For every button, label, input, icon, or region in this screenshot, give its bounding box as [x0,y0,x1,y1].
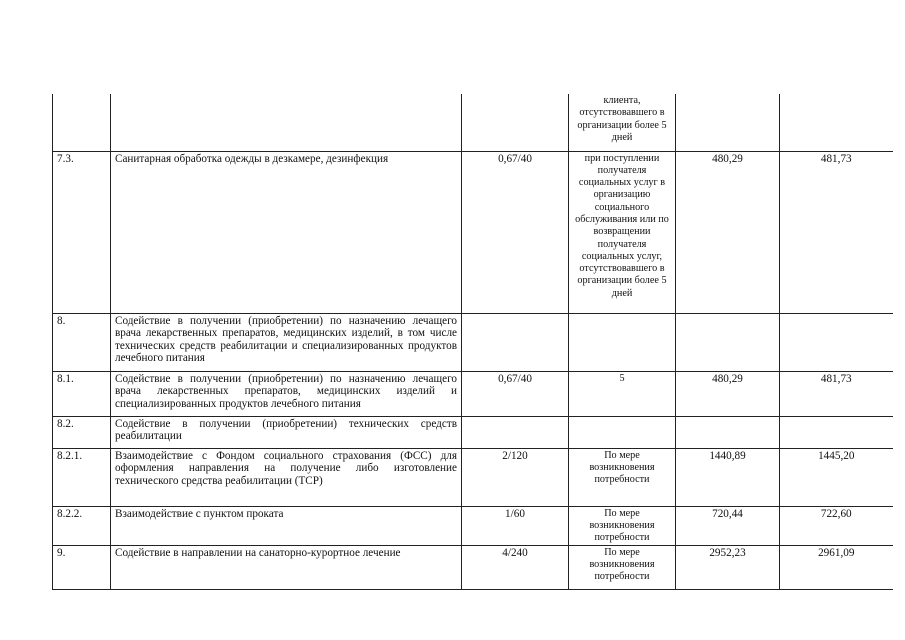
row-number: 7.3. [53,151,111,313]
table-row [53,416,893,448]
time-norm: 2/120 [462,448,569,506]
time-norm: 0,67/40 [462,371,569,416]
table-row [53,94,893,151]
price-current: 1440,89 [676,448,780,506]
row-number: 8.1. [53,371,111,416]
service-name: Взаимодействие с пунктом проката [111,506,462,545]
time-norm [462,94,569,151]
price-current: 480,29 [676,151,780,313]
service-name: Содействие в получении (приобретении) по назначению лечащего врача лекарственных препаратов, медицинских изделий и специализированных продуктов лечебного питания [111,371,462,416]
service-frequency [569,313,676,371]
service-frequency: По мере возникновения потребности [569,448,676,506]
table-row [53,151,893,313]
table-row [53,313,893,371]
service-frequency: По мере возникновения потребности [569,545,676,589]
service-frequency: 5 [569,371,676,416]
price-new [780,416,893,448]
table-row [53,371,893,416]
service-name: Содействие в направлении на санаторно-курортное лечение [111,545,462,589]
price-current: 720,44 [676,506,780,545]
row-number [53,94,111,151]
price-current [676,94,780,151]
services-table [52,94,893,590]
table-row [53,448,893,506]
price-new [780,94,893,151]
service-name: Взаимодействие с Фондом социального страхования (ФСС) для оформления направления на получение либо изготовление технического средства реабилитации (ТСР) [111,448,462,506]
price-current: 2952,23 [676,545,780,589]
service-name: Санитарная обработка одежды в дезкамере, дезинфекция [111,151,462,313]
service-name [111,94,462,151]
row-number: 9. [53,545,111,589]
price-current [676,416,780,448]
time-norm: 0,67/40 [462,151,569,313]
service-name: Содействие в получении (приобретении) по назначению лечащего врача лекарственных препаратов, медицинских изделий, в том числе технических средств реабилитации и специализированных продуктов лечебного питания [111,313,462,371]
price-new: 481,73 [780,371,893,416]
time-norm [462,313,569,371]
row-number: 8.2.2. [53,506,111,545]
service-frequency: По мере возникновения потребности [569,506,676,545]
price-new: 1445,20 [780,448,893,506]
service-name: Содействие в получении (приобретении) технических средств реабилитации [111,416,462,448]
row-number: 8. [53,313,111,371]
table-row [53,506,893,545]
table-row [53,545,893,589]
service-frequency: при поступлении получателя социальных услуг в организацию социального обслуживания или по возвращении получателя социальных услуг, отсутствовавшего в организации более 5 дней [569,151,676,313]
row-number: 8.2. [53,416,111,448]
price-new: 2961,09 [780,545,893,589]
row-number: 8.2.1. [53,448,111,506]
price-current [676,313,780,371]
price-new [780,313,893,371]
price-new: 722,60 [780,506,893,545]
service-frequency [569,416,676,448]
price-current: 480,29 [676,371,780,416]
time-norm [462,416,569,448]
service-frequency: клиента, отсутствовавшего в организации более 5 дней [569,94,676,151]
time-norm: 1/60 [462,506,569,545]
price-new: 481,73 [780,151,893,313]
time-norm: 4/240 [462,545,569,589]
